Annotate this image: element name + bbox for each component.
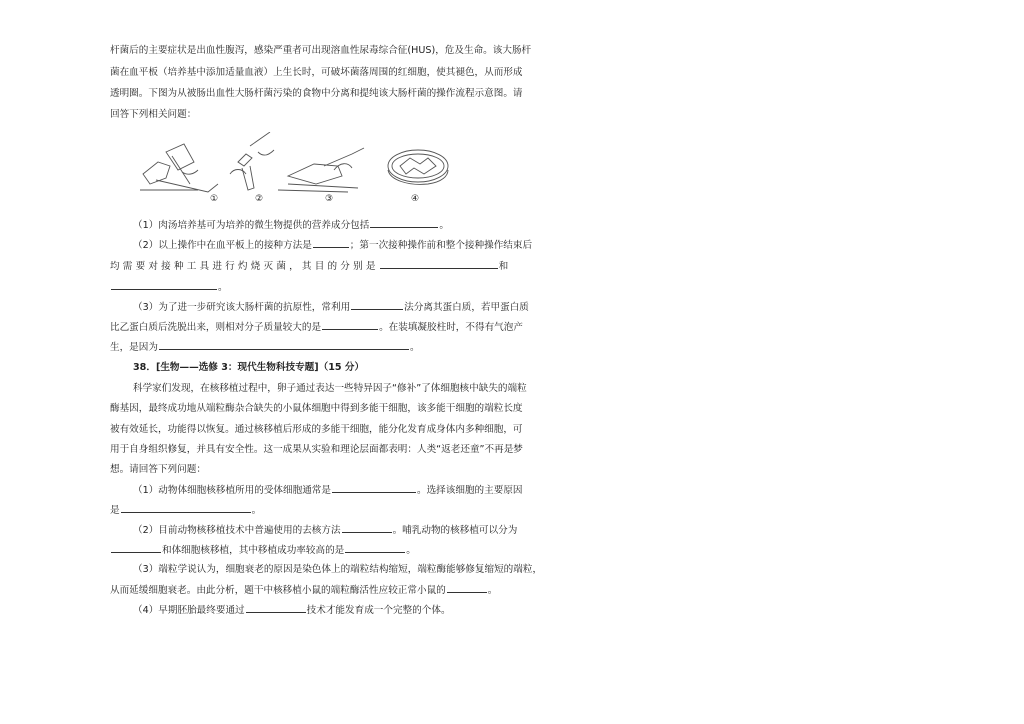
q38-part1 [133, 483, 523, 497]
answer-blank[interactable] [111, 543, 161, 553]
q37-part1 [133, 218, 449, 232]
answer-blank[interactable] [332, 483, 416, 493]
q38-part2-text: （2）目前动物核移植技术中普遍使用的去核方法 [133, 525, 341, 536]
intro-line-4: 回答下列相关问题： [110, 109, 197, 120]
q37-part1-end: 。 [439, 220, 449, 231]
answer-blank[interactable] [111, 280, 217, 290]
q37-part3-text: （3）为了进一步研究该大肠杆菌的抗原性，常利用 [133, 302, 351, 313]
q38-body-4: 用于自身组织修复，并具有安全性。这一成果从实验和理论层面都表明：人类“返老还童”不再是梦 [110, 444, 523, 455]
q38-part2-end: 。 [406, 545, 416, 556]
q38-part3-text2: 从而延缓细胞衰老。由此分析，题干中核移植小鼠的端粒酶活性应较正常小鼠的 [110, 585, 446, 596]
answer-blank[interactable] [370, 218, 438, 228]
q37-part3-text2: 比乙蛋白质后洗脱出来，则相对分子质量较大的是 [110, 322, 322, 333]
q38-body-3: 被有效延长，功能得以恢复。通过核移植后形成的多能干细胞，能分化发育成身体内多种细胞，可 [110, 424, 523, 435]
q37-part3-cont: 法分离其蛋白质，若甲蛋白质 [404, 302, 529, 313]
answer-blank[interactable] [313, 238, 349, 248]
q37-part3 [133, 300, 529, 314]
q38-part4-text: （4）早期胚胎最终要通过 [133, 605, 245, 616]
answer-blank[interactable] [159, 340, 409, 350]
answer-blank[interactable] [380, 259, 498, 269]
q38-part4-end: 技术才能发育成一个完整的个体。 [306, 605, 451, 616]
q38-part1-text2: 是 [110, 505, 120, 516]
q38-body-2: 酶基因，最终成功地从端粒酶杂合缺失的小鼠体细胞中得到多能干细胞，该多能干细胞的端粒长度 [110, 403, 523, 414]
intro-line-3: 透明圈。下图为从被肠出血性大肠杆菌污染的食物中分离和提纯该大肠杆菌的操作流程示意图。请 [110, 88, 523, 99]
answer-blank[interactable] [342, 523, 392, 533]
q37-part3-cont2: 。在装填凝胶柱时，不得有气泡产 [379, 322, 523, 333]
figure-label-2: ② [255, 194, 264, 204]
q37-part2 [133, 238, 532, 252]
q38-part3-line2 [110, 583, 497, 597]
answer-blank[interactable] [351, 300, 403, 310]
q38-part3-end: 。 [487, 585, 498, 596]
answer-blank[interactable] [322, 320, 378, 330]
q37-part2-text2: 均需要对接种工具进行灼烧灭菌，其目的分别是 [110, 261, 379, 272]
q38-part2-text2: 和体细胞核移植，其中移植成功率较高的是 [162, 545, 345, 556]
q38-part3: （3）端粒学说认为，细胞衰老的原因是染色体上的端粒结构缩短，端粒酶能够修复缩短的端粒， [133, 564, 543, 575]
q38-part1-cont: 。选择该细胞的主要原因 [416, 485, 523, 496]
q38-body-5: 想。请回答下列问题： [110, 464, 206, 475]
answer-blank[interactable] [345, 543, 405, 553]
q38-part2 [133, 523, 517, 537]
procedure-figure [138, 132, 468, 208]
answer-blank[interactable] [246, 603, 306, 613]
q37-part3-end: 。 [409, 342, 420, 353]
q38-part2-line2 [110, 543, 416, 557]
q37-part2-end: 。 [218, 282, 228, 293]
q37-part1-text: （1）肉汤培养基可为培养的微生物提供的营养成分包括 [133, 220, 370, 231]
q38-part1-end: 。 [251, 505, 262, 516]
q37-part3-line2 [110, 320, 523, 334]
q37-part2-and: 和 [498, 261, 512, 272]
q37-part3-line3 [110, 340, 420, 354]
q37-part2-text: （2）以上操作中在血平板上的接种方法是 [133, 240, 312, 251]
q38-body-1: 科学家们发现，在核移植过程中，卵子通过表达一些特异因子“修补”了体细胞核中缺失的端粒 [133, 383, 527, 394]
q38-heading: 38．[生物——选修 3：现代生物科技专题]（15 分） [133, 362, 365, 373]
q37-part2-cont: ；第一次接种操作前和整个接种操作结束后 [349, 240, 533, 251]
answer-blank[interactable] [121, 503, 251, 513]
q38-part4 [133, 603, 451, 617]
answer-blank[interactable] [447, 583, 487, 593]
figure-label-1: ① [210, 194, 219, 204]
q37-part3-text3: 生，是因为 [110, 342, 158, 353]
q37-part2-line3 [110, 280, 228, 294]
figure-label-4: ④ [411, 194, 420, 204]
intro-line-2: 菌在血平板（培养基中添加适量血液）上生长时，可破坏菌落周围的红细胞，使其褪色，从而形成 [110, 67, 523, 78]
q37-part2-line2 [110, 259, 511, 273]
q38-part1-text: （1）动物体细胞核移植所用的受体细胞通常是 [133, 485, 331, 496]
q38-part2-cont: 。哺乳动物的核移植可以分为 [392, 525, 518, 536]
intro-line-1: 杆菌后的主要症状是出血性腹泻，感染严重者可出现溶血性尿毒综合征(HUS)，危及生命。该大肠杆 [110, 45, 532, 56]
q38-part1-line2 [110, 503, 261, 517]
figure-label-3: ③ [325, 194, 334, 204]
